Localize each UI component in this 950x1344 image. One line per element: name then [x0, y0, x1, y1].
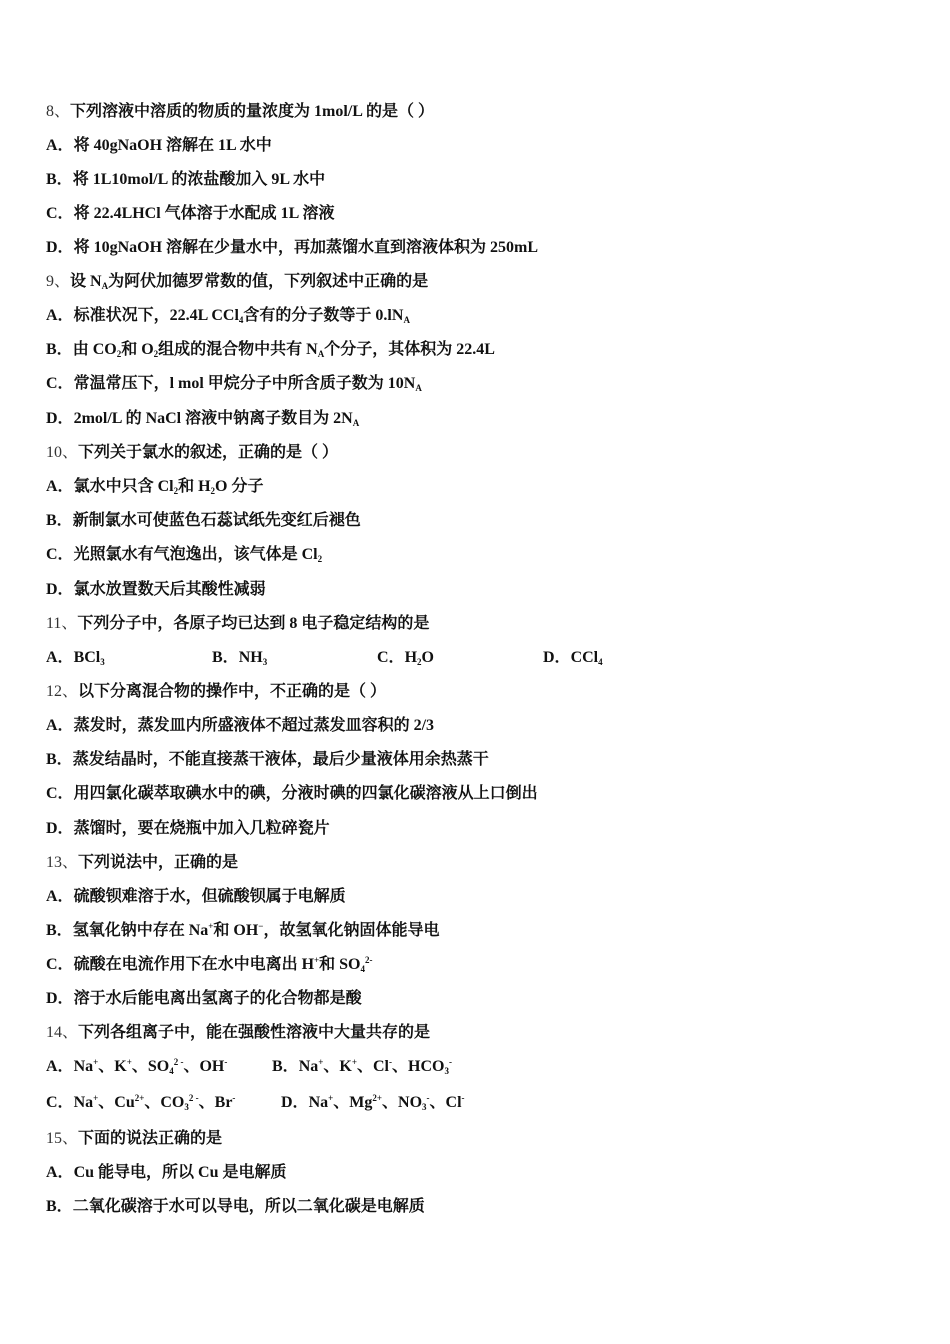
option-a: [46, 1057, 227, 1077]
superscript: +: [314, 955, 320, 965]
subscript: 2: [210, 486, 216, 496]
text-segment: 、K: [323, 1058, 352, 1075]
option-line: [46, 477, 263, 497]
text-segment: 下列关于氯水的叙述，正确的是（ ）: [78, 444, 339, 461]
question-number: 10、: [46, 444, 79, 461]
option-label: B．: [46, 1198, 73, 1215]
subscript: A: [317, 349, 325, 359]
text-segment: 蒸发结晶时，不能直接蒸干液体，最后少量液体用余热蒸干: [72, 751, 489, 768]
option-line: [46, 716, 434, 736]
option-line: [46, 887, 346, 907]
text-segment: 新制氯水可使蓝色石蕊试纸先变红后褪色: [72, 512, 361, 529]
question-number: 13、: [46, 854, 79, 871]
option-label: D．: [46, 820, 74, 837]
option-label: C．: [46, 956, 74, 973]
question-stem: [46, 102, 434, 122]
option-b: [46, 341, 495, 358]
subscript: 4: [238, 315, 244, 325]
text-segment: 组成的混合物中共有 N: [158, 341, 318, 358]
text-segment: Na: [73, 1094, 94, 1111]
text-segment: 硫酸钡难溶于水，但硫酸钡属于电解质: [73, 888, 346, 905]
question-stem: [46, 1129, 222, 1149]
text-segment: H: [404, 649, 418, 666]
text-segment: 、Br: [198, 1094, 233, 1111]
subscript: 2: [153, 349, 159, 359]
option-label: B．: [272, 1058, 299, 1075]
superscript: -: [232, 1093, 236, 1103]
option-c: [377, 648, 434, 668]
option-label: C．: [377, 649, 405, 666]
superscript: +: [93, 1057, 99, 1067]
option-label: C．: [46, 375, 74, 392]
text-segment: Na: [298, 1058, 319, 1075]
text-segment: 氯水中只含 Cl: [73, 478, 174, 495]
option-label: D．: [46, 990, 74, 1007]
text-segment: O 分子: [215, 478, 264, 495]
question-stem: [46, 272, 428, 292]
question-stem: [46, 443, 338, 463]
text-segment: 下列溶液中溶质的物质的量浓度为 1mol/L 的是（ ）: [70, 103, 435, 120]
text-segment: BCl: [73, 649, 101, 666]
subscript: 2: [173, 486, 179, 496]
option-c: [46, 375, 422, 392]
text-segment: 硫酸在电流作用下在水中电离出 H: [73, 956, 315, 973]
superscript: 2 -: [188, 1093, 199, 1103]
question-number: 15、: [46, 1130, 79, 1147]
superscript: 2+: [372, 1093, 383, 1103]
option-label: A．: [46, 137, 74, 154]
option-label: A．: [46, 888, 74, 905]
superscript: +: [126, 1057, 132, 1067]
option-line: [46, 1197, 425, 1217]
text-segment: 标准状况下，22.4L CCl: [73, 307, 239, 324]
option-line: [46, 374, 422, 394]
text-segment: 下面的说法正确的是: [78, 1130, 223, 1147]
option-label: D．: [46, 410, 74, 427]
option-d: [46, 820, 330, 837]
question-number: 11、: [46, 615, 78, 632]
option-c: [46, 1093, 235, 1113]
text-segment: 、CO: [144, 1094, 185, 1111]
option-d: [46, 581, 266, 598]
option-a: [46, 648, 105, 668]
text-segment: 、SO: [131, 1058, 170, 1075]
option-line: [46, 409, 359, 429]
option-label: C．: [46, 785, 74, 802]
option-d: [46, 410, 359, 427]
text-segment: CCl: [570, 649, 599, 666]
question-stem: [46, 853, 238, 873]
text-segment: 、NO: [382, 1094, 423, 1111]
option-line: [46, 545, 322, 565]
option-label: B．: [46, 512, 73, 529]
option-line: [46, 580, 266, 600]
question-number: 9、: [46, 273, 71, 290]
superscript: +: [208, 921, 214, 931]
text-segment: 将 10gNaOH 溶解在少量水中，再加蒸馏水直到溶液体积为 250mL: [73, 239, 539, 256]
superscript: 2+: [134, 1093, 145, 1103]
text-segment: 、K: [98, 1058, 127, 1075]
option-label: A．: [46, 307, 74, 324]
subscript: 4: [598, 657, 603, 667]
option-line: [46, 1163, 286, 1183]
question-stem: [46, 1023, 430, 1043]
option-line: [46, 340, 495, 360]
text-segment: 、OH: [183, 1058, 225, 1075]
subscript: A: [415, 383, 422, 393]
option-label: C．: [46, 1094, 74, 1111]
option-label: A．: [46, 478, 74, 495]
text-segment: 下列各组离子中，能在强酸性溶液中大量共存的是: [78, 1024, 431, 1041]
question-number: 12、: [46, 683, 79, 700]
option-line: [46, 921, 439, 941]
option-line: [46, 238, 538, 258]
option-c: [46, 546, 322, 563]
text-segment: 含有的分子数等于 0.lN: [243, 307, 404, 324]
option-line: [46, 819, 330, 839]
text-segment: 由 CO: [72, 341, 117, 358]
superscript: +: [318, 1057, 324, 1067]
option-label: C．: [46, 546, 74, 563]
option-c: [46, 785, 538, 802]
subscript: A: [101, 281, 109, 291]
option-label: A．: [46, 649, 74, 666]
option-line: [46, 955, 373, 975]
option-b: [46, 512, 361, 529]
text-segment: 和 OH: [213, 922, 259, 939]
subscript: 2: [317, 554, 323, 564]
text-segment: 以下分离混合物的操作中，不正确的是（ ）: [78, 683, 387, 700]
subscript: A: [403, 315, 410, 325]
option-c: [46, 956, 373, 973]
text-segment: 光照氯水有气泡逸出，该气体是 Cl: [73, 546, 318, 563]
option-a: [46, 888, 346, 905]
option-a: [46, 137, 272, 154]
option-label: A．: [46, 1164, 74, 1181]
superscript: 2-: [365, 955, 373, 965]
text-segment: 和 H: [178, 478, 211, 495]
superscript: +: [328, 1093, 334, 1103]
subscript: 3: [422, 1102, 427, 1112]
text-segment: ，故氢氧化钠固体能导电: [263, 922, 440, 939]
text-segment: 将 1L10mol/L 的浓盐酸加入 9L 水中: [72, 171, 326, 188]
option-d: [281, 1093, 465, 1113]
option-line: [46, 136, 272, 156]
option-b: [46, 171, 325, 188]
option-b: [46, 922, 439, 939]
option-b: [46, 1198, 425, 1215]
option-label: D．: [281, 1094, 309, 1111]
question-number: 8、: [46, 103, 71, 120]
text-segment: 、Cl: [356, 1058, 389, 1075]
option-b: [272, 1057, 452, 1077]
option-label: D．: [46, 239, 74, 256]
superscript: -: [224, 1057, 228, 1067]
text-segment: 将 40gNaOH 溶解在 1L 水中: [73, 137, 272, 154]
option-line: [46, 989, 362, 1009]
text-segment: 下列说法中，正确的是: [78, 854, 239, 871]
text-segment: 氢氧化钠中存在 Na: [72, 922, 209, 939]
text-segment: 为阿伏加德罗常数的值，下列叙述中正确的是: [108, 273, 429, 290]
text-segment: Cu 能导电，所以 Cu 是电解质: [73, 1164, 287, 1181]
text-segment: 、Cu: [98, 1094, 135, 1111]
text-segment: 下列分子中，各原子均已达到 8 电子稳定结构的是: [77, 615, 430, 632]
option-label: C．: [46, 205, 74, 222]
superscript: −: [258, 921, 264, 931]
option-d: [543, 648, 603, 668]
option-label: B．: [46, 171, 73, 188]
text-segment: 、Mg: [333, 1094, 373, 1111]
text-segment: 蒸发时，蒸发皿内所盛液体不超过蒸发皿容积的 2/3: [73, 717, 435, 734]
text-segment: 将 22.4LHCl 气体溶于水配成 1L 溶液: [73, 205, 335, 222]
option-a: [46, 717, 434, 734]
text-segment: 2mol/L 的 NaCl 溶液中钠离子数目为 2N: [73, 410, 353, 427]
text-segment: 和 O: [121, 341, 154, 358]
text-segment: 、Cl: [429, 1094, 462, 1111]
option-label: D．: [46, 581, 74, 598]
superscript: -: [461, 1093, 465, 1103]
option-b: [46, 751, 489, 768]
text-segment: Na: [73, 1058, 94, 1075]
subscript: 2: [116, 349, 122, 359]
option-label: B．: [212, 649, 239, 666]
subscript: 3: [184, 1102, 189, 1112]
text-segment: 二氧化碳溶于水可以导电，所以二氧化碳是电解质: [72, 1198, 425, 1215]
text-segment: 、HCO: [392, 1058, 445, 1075]
question-stem: [46, 682, 386, 702]
option-label: A．: [46, 1058, 74, 1075]
option-a: [46, 307, 410, 324]
option-label: B．: [46, 751, 73, 768]
option-line: [46, 750, 489, 770]
option-label: D．: [543, 649, 571, 666]
superscript: 2 -: [173, 1057, 184, 1067]
question-stem: [46, 614, 429, 634]
option-a: [46, 478, 263, 495]
option-line: [46, 511, 361, 531]
subscript: 4: [360, 964, 366, 974]
text-segment: O: [421, 649, 434, 666]
text-segment: 设 N: [70, 273, 102, 290]
superscript: -: [426, 1093, 430, 1103]
option-label: B．: [46, 341, 73, 358]
subscript: 3: [100, 657, 105, 667]
superscript: -: [389, 1057, 392, 1067]
option-line: [46, 204, 334, 224]
text-segment: 用四氯化碳萃取碘水中的碘，分液时碘的四氯化碳溶液从上口倒出: [73, 785, 538, 802]
subscript: A: [352, 418, 360, 428]
option-label: B．: [46, 922, 73, 939]
option-b: [212, 648, 267, 668]
text-segment: 个分子，其体积为 22.4L: [324, 341, 495, 358]
superscript: -: [448, 1057, 452, 1067]
text-segment: NH: [238, 649, 263, 666]
option-line: [46, 306, 410, 326]
text-segment: 和 SO: [319, 956, 361, 973]
subscript: 3: [444, 1066, 449, 1076]
superscript: +: [93, 1093, 99, 1103]
option-label: A．: [46, 717, 74, 734]
question-number: 14、: [46, 1024, 79, 1041]
subscript: 3: [262, 657, 268, 667]
text-segment: 蒸馏时，要在烧瓶中加入几粒碎瓷片: [73, 820, 330, 837]
option-d: [46, 990, 362, 1007]
option-line: [46, 784, 538, 804]
subscript: 4: [169, 1066, 174, 1076]
option-a: [46, 1164, 286, 1181]
text-segment: 氯水放置数天后其酸性减弱: [73, 581, 266, 598]
subscript: 2: [417, 657, 422, 667]
superscript: +: [351, 1057, 357, 1067]
text-segment: 溶于水后能电离出氢离子的化合物都是酸: [73, 990, 362, 1007]
text-segment: Na: [308, 1094, 329, 1111]
option-line: [46, 170, 325, 190]
option-c: [46, 205, 334, 222]
option-d: [46, 239, 538, 256]
text-segment: 常温常压下，l mol 甲烷分子中所含质子数为 10N: [73, 375, 416, 392]
